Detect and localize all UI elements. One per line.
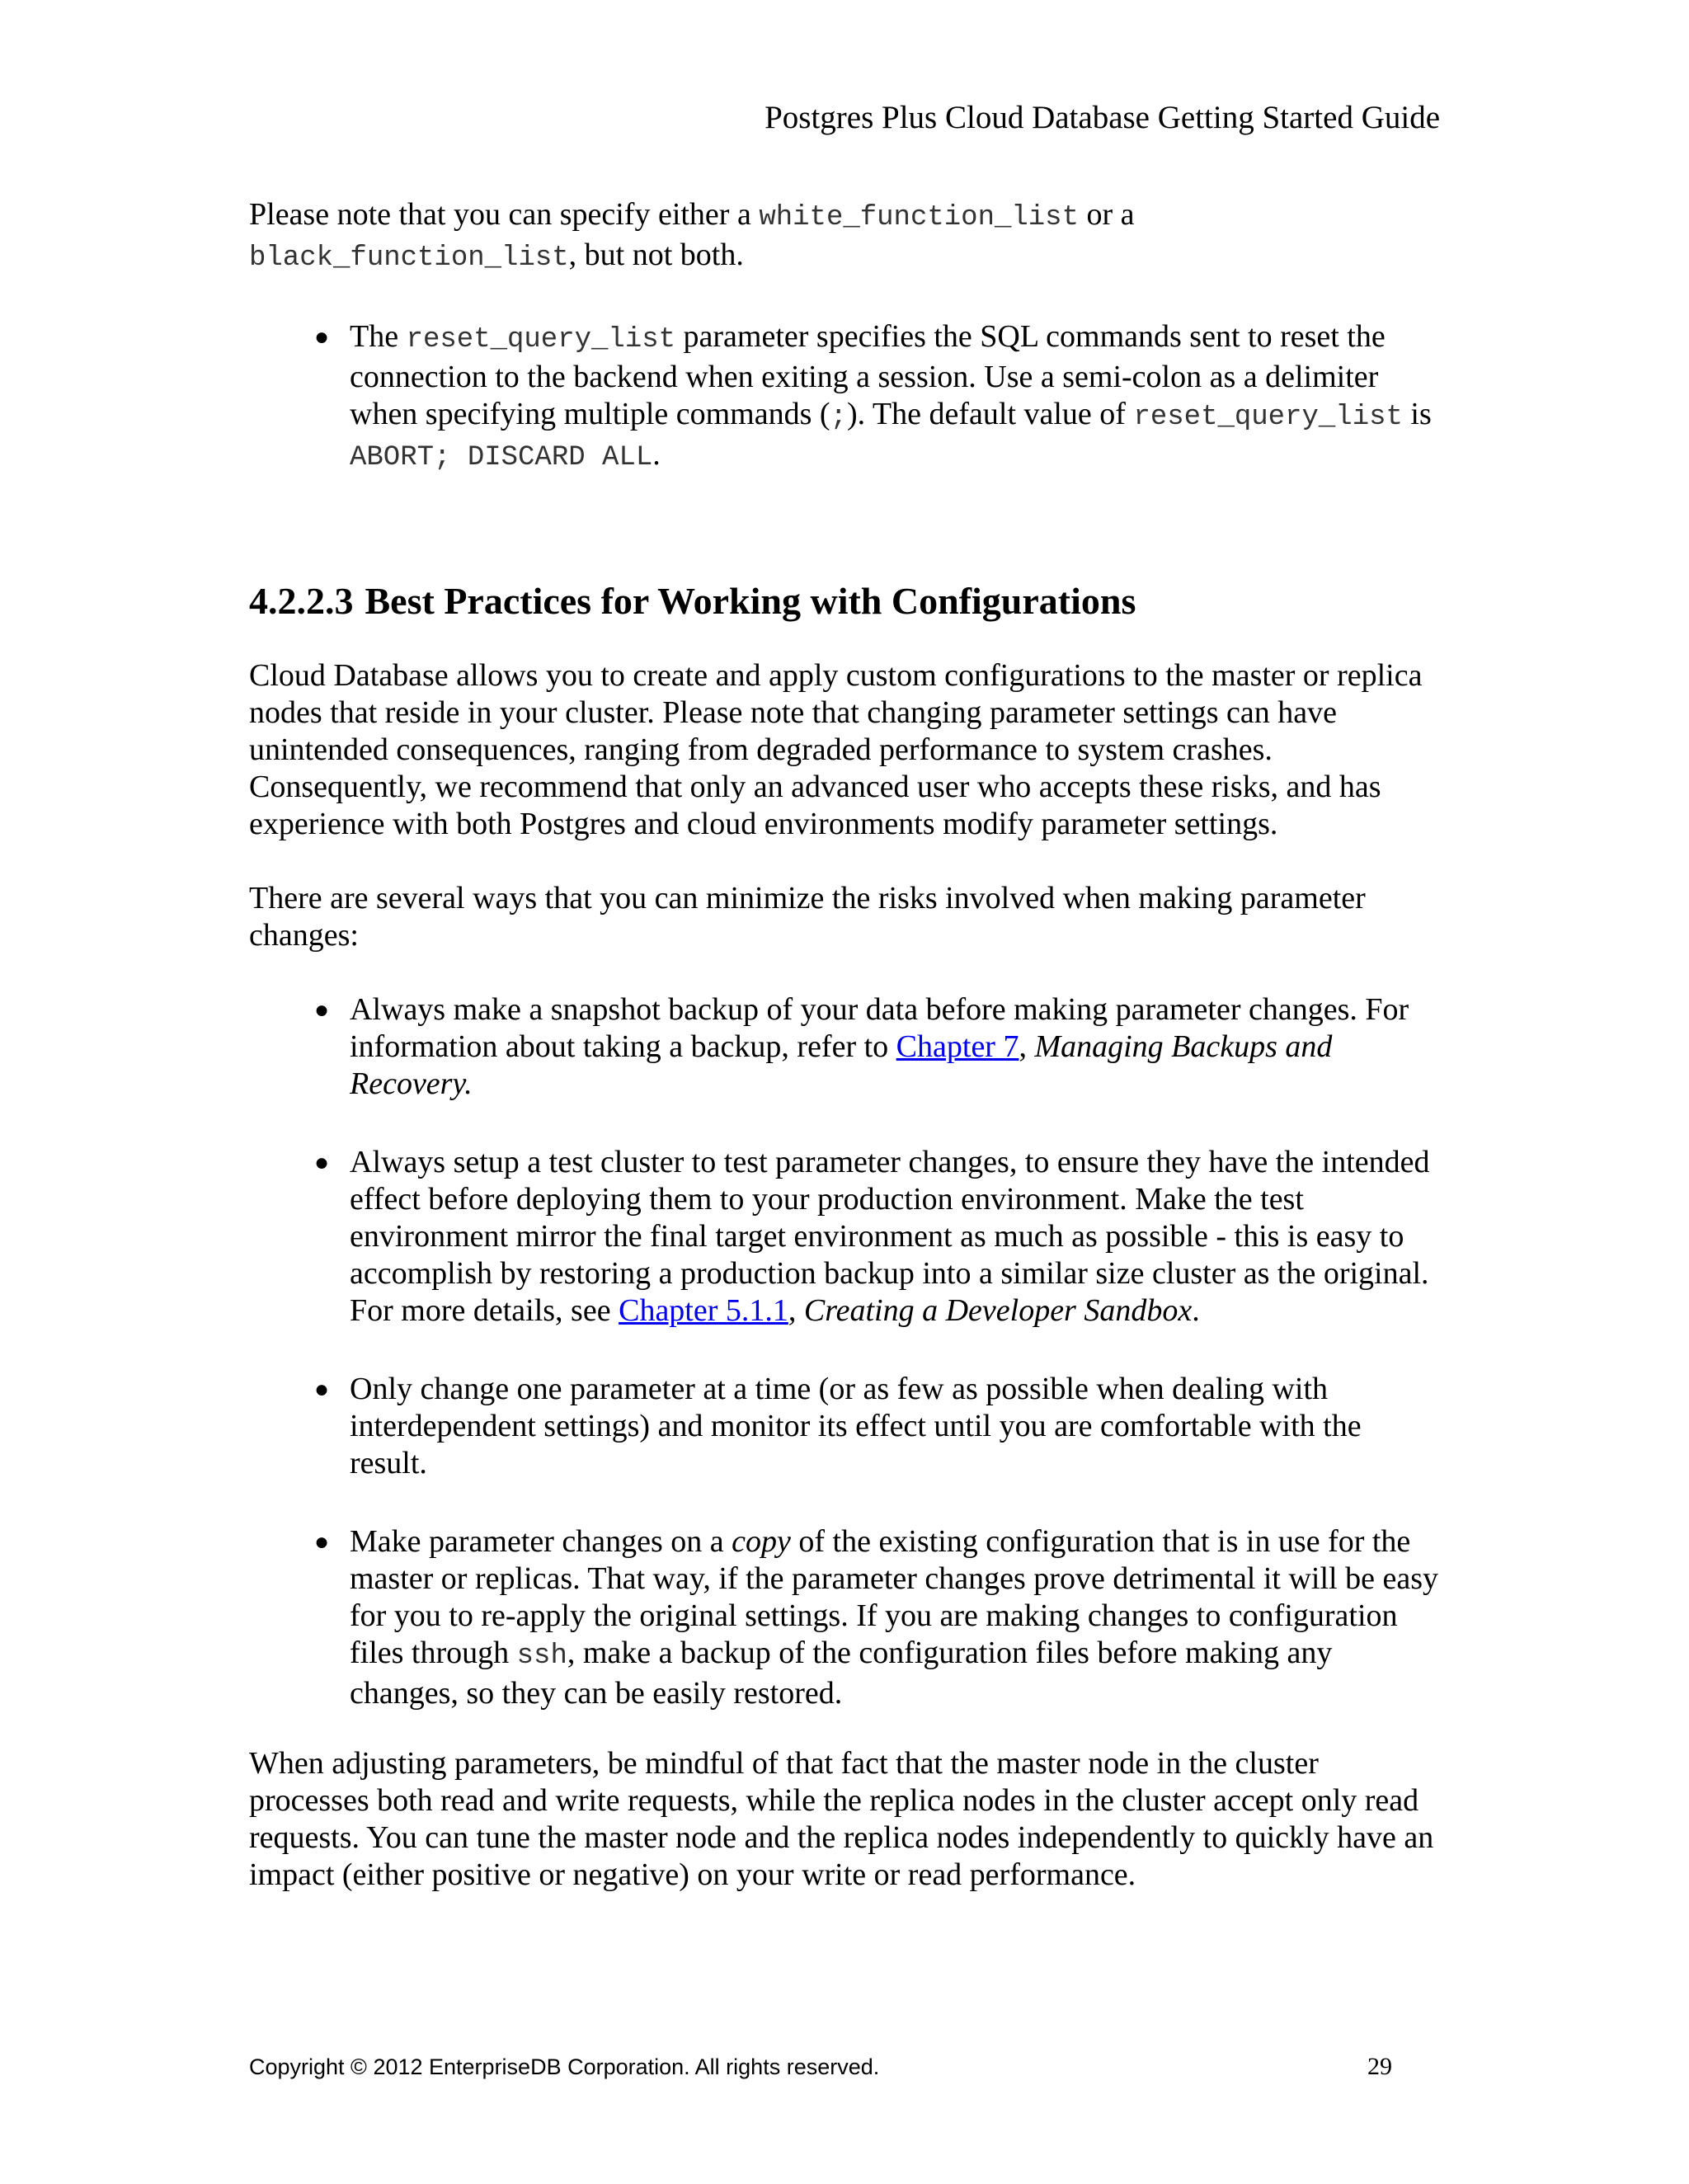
text-run: Always make a snapshot backup of your data before making parameter changes. For information about taking a backup, refer to <box>350 992 1409 1064</box>
list-item-one-parameter <box>249 1371 1442 1482</box>
section-number: 4.2.2.3 <box>249 580 354 622</box>
text-run: Only change one parameter at a time (or as few as possible when dealing with interdependent settings) and monitor its effect until you are comfortable with the result. <box>350 1372 1362 1480</box>
text-run: Always setup a test cluster to test parameter changes, to ensure they have the intended effect before deploying them to your production environment. Make the test environment mirror the final target environment as much as possible - this is easy to accomplish by restoring a production backup into a similar size cluster as the original. For more details, see <box>350 1145 1430 1328</box>
code-semicolon: ; <box>830 402 847 433</box>
paragraph-minimize-risks: There are several ways that you can minimize the risks involved when making parameter changes: <box>249 881 1366 953</box>
best-practices-list <box>249 991 1442 1712</box>
code-reset-query-list: reset_query_list <box>1133 402 1403 433</box>
paragraph-adjusting-parameters: When adjusting parameters, be mindful of that fact that the master node in the cluster processes both read and write requests, while the replica nodes in the cluster accept only read requests. You can tune the master node and the replica nodes independently to quickly have an impact (either positive or negative) on your write or read performance. <box>249 1746 1434 1892</box>
text-run: The <box>350 319 407 354</box>
code-default-value: ABORT; DISCARD ALL <box>350 442 653 473</box>
section-title: Best Practices for Working with Configurations <box>365 580 1136 622</box>
section-heading <box>249 580 1442 623</box>
bullet-icon: ● <box>314 323 330 351</box>
italic-title: Creating a Developer Sandbox <box>803 1293 1193 1328</box>
reset-query-list-bullets <box>249 318 1442 477</box>
bullet-icon: ● <box>314 1376 330 1403</box>
running-header: Postgres Plus Cloud Database Getting Started Guide <box>765 100 1440 135</box>
text-run: . <box>1192 1293 1200 1328</box>
list-item-reset-query-list <box>249 318 1442 477</box>
text-run: or a <box>1079 197 1135 232</box>
text-run: , <box>788 1293 804 1328</box>
list-item-test-cluster <box>249 1144 1442 1330</box>
link-chapter-7[interactable]: Chapter 7 <box>896 1029 1019 1064</box>
bullet-icon: ● <box>314 1528 330 1556</box>
text-run: is <box>1402 397 1432 431</box>
text-run: . <box>652 437 661 472</box>
text-run: , make a backup of the configuration files before making any changes, so they can be easily restored. <box>350 1636 1333 1711</box>
list-item-copy-configuration <box>249 1523 1442 1712</box>
text-run: , but not both. <box>568 238 744 272</box>
paragraph-configurations: Cloud Database allows you to create and apply custom configurations to the master or replica nodes that reside in your cluster. Please note that changing parameter settings can have unintended consequences, ranging from degraded performance to system crashes. Consequently, we recommend that only an advanced user who accepts these risks, and has experience with both Postgres and cloud environments modify parameter settings. <box>249 658 1423 841</box>
code-reset-query-list: reset_query_list <box>406 324 676 355</box>
text-run: parameter specifies the SQL commands sent to reset the connection to the backend when exiting a session. Use a semi-colon as a delimiter when specifying multiple commands ( <box>350 319 1386 431</box>
code-ssh: ssh <box>516 1640 567 1672</box>
text-run: ). The default value of <box>846 397 1134 431</box>
page-number: 29 <box>1367 2053 1392 2080</box>
copyright-notice: Copyright © 2012 EnterpriseDB Corporation. All rights reserved. <box>249 2055 880 2079</box>
link-chapter-5-1-1[interactable]: Chapter 5.1.1 <box>619 1293 788 1328</box>
text-run: Make parameter changes on a <box>350 1524 732 1559</box>
bullet-icon: ● <box>314 1149 330 1176</box>
bullet-icon: ● <box>314 996 330 1024</box>
text-run: Please note that you can specify either a <box>249 197 760 232</box>
list-item-snapshot-backup <box>249 991 1442 1103</box>
italic-title: Managing Backups and Recovery. <box>350 1029 1333 1101</box>
italic-copy: copy <box>732 1524 791 1559</box>
page-content <box>249 196 1442 1894</box>
function-list-note <box>249 196 1442 277</box>
code-black-function-list: black_function_list <box>249 242 569 274</box>
text-run: of the existing configuration that is in use for the master or replicas. That way, if the parameter changes prove detrimental it will be easy for you to re-apply the original settings. If you are making changes to configuration files through <box>350 1524 1438 1670</box>
text-run: , <box>1019 1029 1035 1064</box>
code-white-function-list: white_function_list <box>759 202 1079 233</box>
